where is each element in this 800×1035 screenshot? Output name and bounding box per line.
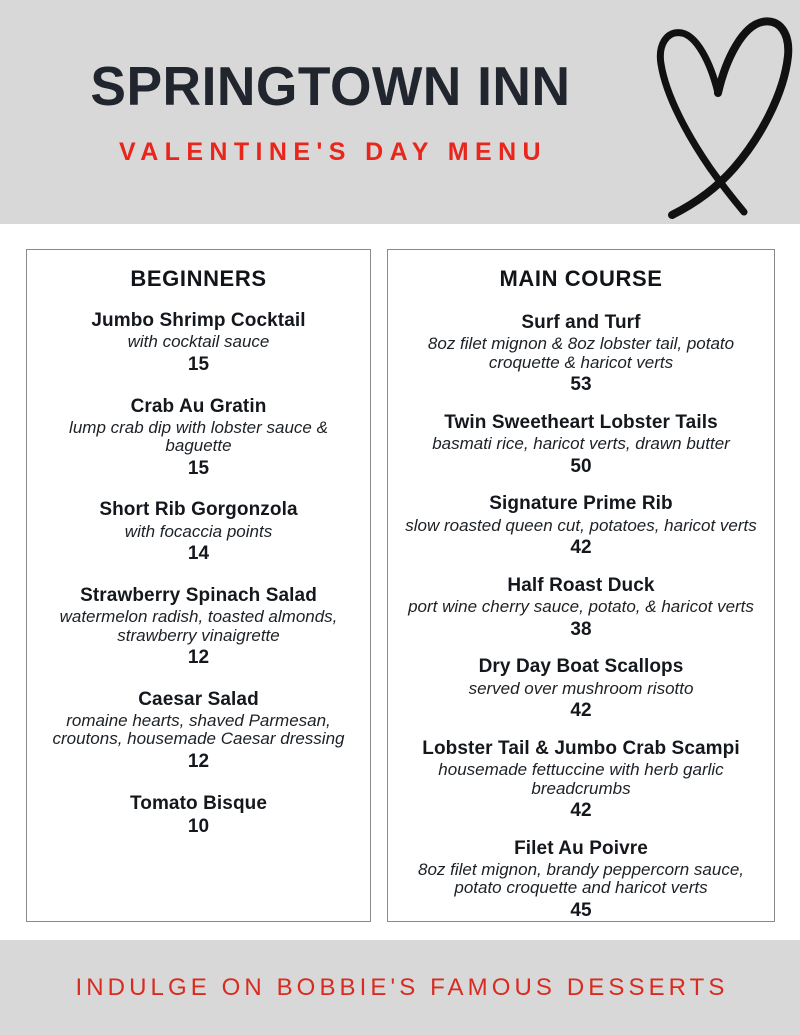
heart-outline-icon [648,8,798,220]
menu-item-name: Filet Au Poivre [514,837,648,859]
menu-item-price: 42 [570,799,592,821]
menu-item-description: with focaccia points [124,521,273,541]
menu-item-price: 45 [570,899,592,921]
menu-item [398,312,764,396]
menu-body [0,224,800,940]
menu-item-name: Short Rib Gorgonzola [99,499,298,521]
menu-item [398,738,764,822]
menu-item-description: basmati rice, haricot verts, drawn butter [432,434,730,454]
menu-item-price: 12 [187,646,210,668]
menu-item-description: served over mushroom risotto [468,678,694,698]
menu-item-price: 42 [570,537,592,559]
menu-item-price: 14 [187,543,210,565]
menu-item-price: 50 [570,455,592,477]
menu-subtitle: VALENTINE'S DAY MENU [119,138,547,166]
menu-item [398,412,764,478]
menu-item-name: Twin Sweetheart Lobster Tails [444,411,718,433]
menu-item [37,396,360,480]
menu-item-name: Tomato Bisque [129,792,268,814]
menu-item-description: slow roasted queen cut, potatoes, haricot verts [405,515,757,535]
menu-item-name: Signature Prime Rib [489,493,673,515]
menu-item [37,585,360,669]
menu-item-description: with cocktail sauce [127,332,270,352]
menu-item-name: Half Roast Duck [507,574,655,596]
menu-item-price: 10 [187,815,210,837]
menu-item [398,838,764,922]
menu-item-name: Lobster Tail & Jumbo Crab Scampi [422,737,740,759]
menu-item-description: romaine hearts, shaved Parmesan, croutons, housemade Caesar dressing [52,711,345,749]
page-title: SPRINGTOWN INN [89,55,571,117]
menu-item [37,310,360,376]
menu-item-name: Crab Au Gratin [130,395,267,417]
menu-item-name: Jumbo Shrimp Cocktail [91,310,306,331]
main-course-item-list [398,312,764,922]
menu-item-price: 42 [570,700,592,722]
menu-item [398,656,764,722]
main-course-panel [387,249,775,922]
menu-item-price: 38 [570,618,592,640]
header-text-group [0,0,660,224]
header-banner [0,0,800,224]
menu-item-price: 12 [187,750,210,772]
section-heading-main-course: MAIN COURSE [499,266,663,291]
footer-banner [0,940,800,1035]
menu-item-description: housemade fettuccine with herb garlic breadcrumbs [438,760,724,798]
main-course-panel-content [388,250,774,922]
menu-item-price: 53 [570,373,592,395]
section-heading-beginners: BEGINNERS [130,266,267,291]
menu-item [37,689,360,773]
menu-item-description: lump crab dip with lobster sauce & baguette [69,417,328,456]
beginners-item-list [37,310,360,838]
menu-item-price: 15 [187,353,210,375]
menu-item-description: 8oz filet mignon, brandy peppercorn sauce, potato croquette and haricot verts [417,860,745,898]
beginners-panel [26,249,371,922]
menu-item [37,793,360,838]
beginners-panel-content [27,250,370,838]
menu-item [37,499,360,565]
footer-message: INDULGE ON BOBBIE'S FAMOUS DESSERTS [75,973,729,1001]
menu-item-description: port wine cherry sauce, potato, & haricot verts [408,597,754,617]
menu-item-description: 8oz filet mignon & 8oz lobster tail, potato croquette & haricot verts [427,334,735,372]
menu-item-price: 15 [187,457,210,479]
menu-item-name: Caesar Salad [138,688,259,710]
menu-item [398,493,764,559]
menu-item-name: Dry Day Boat Scallops [478,656,684,678]
menu-item-description: watermelon radish, toasted almonds, strawberry vinaigrette [59,607,338,645]
menu-item-name: Strawberry Spinach Salad [80,584,317,606]
menu-item-name: Surf and Turf [521,312,641,333]
menu-item [398,575,764,641]
